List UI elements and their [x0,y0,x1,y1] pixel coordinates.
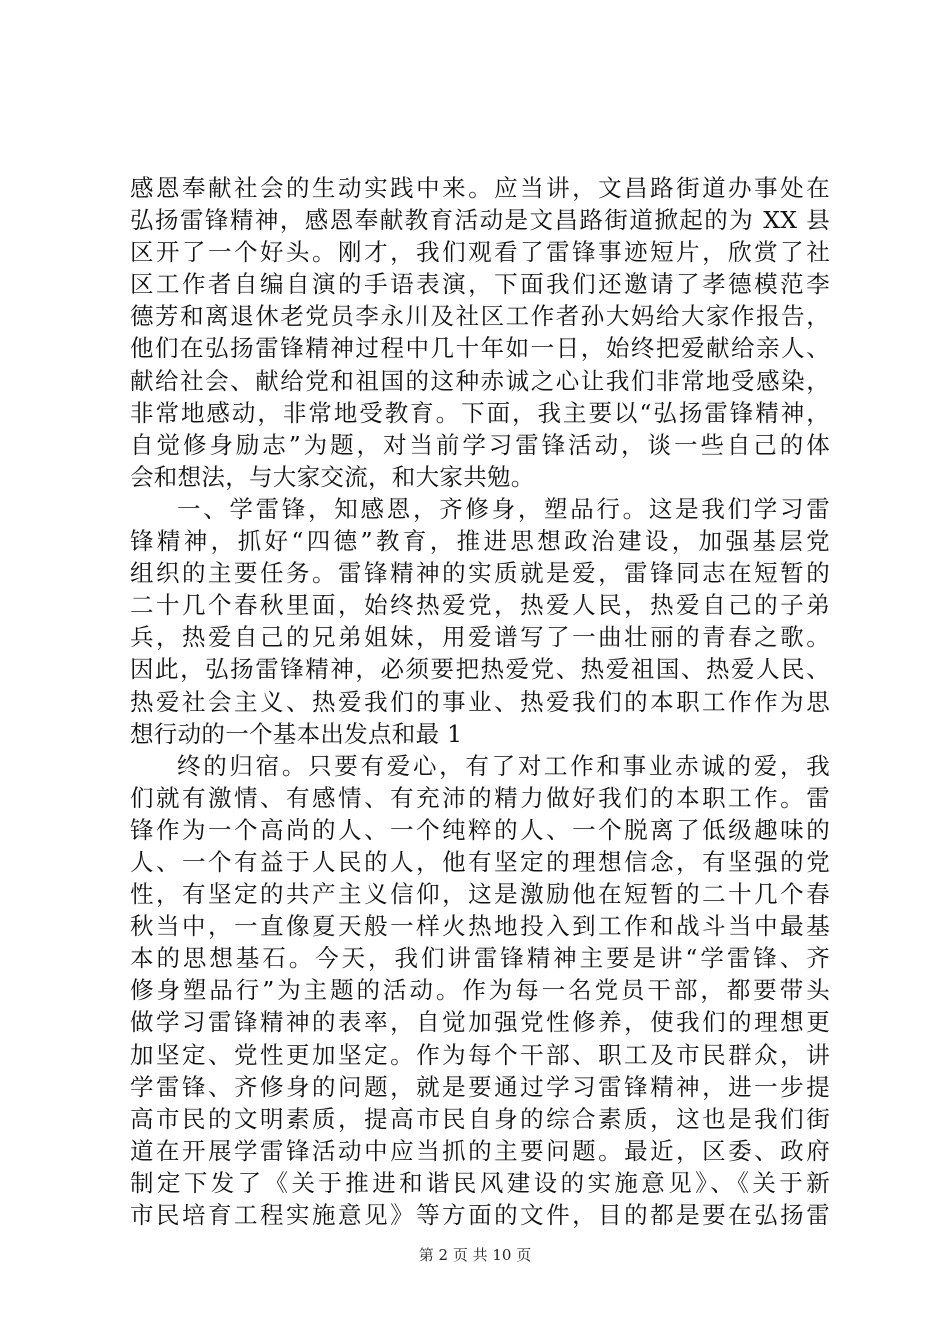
page-number: 第 2 页 共 10 页 [418,1246,532,1264]
text-line: 秋当中，一直像夏天般一样火热地投入到工作和战斗当中最基 [130,912,830,941]
text-line: 本的思想基石。今天，我们讲雷锋精神主要是讲“学雷锋、齐 [130,944,830,973]
text-line: 修身塑品行”为主题的活动。作为每一名党员干部，都要带头 [130,976,830,1005]
text-line: 终的归宿。只要有爱心，有了对工作和事业赤诚的爱，我 [177,751,830,780]
text-line: 一、学雷锋，知感恩，齐修身，塑品行。这是我们学习雷 [177,494,830,523]
text-line: 因此，弘扬雷锋精神，必须要把热爱党、热爱祖国、热爱人民、 [130,655,830,684]
text-line: 锋作为一个高尚的人、一个纯粹的人、一个脱离了低级趣味的 [130,815,830,844]
text-line: 做学习雷锋精神的表率，自觉加强党性修养，使我们的理想更 [130,1008,830,1037]
body-text [130,172,830,1231]
text-line: 组织的主要任务。雷锋精神的实质就是爱，雷锋同志在短暂的 [130,559,830,588]
text-line: 区开了一个好头。刚才，我们观看了雷锋事迹短片，欣赏了社 [130,238,830,267]
text-line: 们就有激情、有感情、有充沛的精力做好我们的本职工作。雷 [130,783,830,812]
text-line: 学雷锋、齐修身的问题，就是要通过学习雷锋精神，进一步提 [130,1072,830,1101]
text-line: 感恩奉献社会的生动实践中来。应当讲，文昌路街道办事处在 [130,174,830,202]
text-line: 献给社会、献给党和祖国的这种赤诚之心让我们非常地受感染， [130,366,830,395]
text-line: 会和想法，与大家交流，和大家共勉。 [130,462,535,491]
text-line: 道在开展学雷锋活动中应当抓的主要问题。最近，区委、政府 [130,1136,830,1165]
text-line: 二十几个春秋里面，始终热爱党，热爱人民，热爱自己的子弟 [130,591,830,620]
text-line: 高市民的文明素质，提高市民自身的综合素质，这也是我们街 [130,1104,830,1133]
text-line: 他们在弘扬雷锋精神过程中几十年如一日，始终把爱献给亲人、 [130,334,830,363]
text-line: 人、一个有益于人民的人，他有坚定的理想信念，有坚强的党 [130,847,830,876]
text-line: 热爱社会主义、热爱我们的事业、热爱我们的本职工作作为思 [130,687,830,716]
text-line: 兵，热爱自己的兄弟姐妹，用爱谱写了一曲壮丽的青春之歌。 [130,623,830,652]
text-line: 德芳和离退休老党员李永川及社区工作者孙大妈给大家作报告， [130,302,830,331]
text-line: 区工作者自编自演的手语表演，下面我们还邀请了孝德模范李 [130,270,830,299]
text-line: 市民培育工程实施意见》等方面的文件，目的都是要在弘扬雷 [130,1201,830,1229]
text-line: 制定下发了《关于推进和谐民风建设的实施意见》、《关于新 [130,1168,830,1197]
text-line: 想行动的一个基本出发点和最 1 [130,719,463,748]
text-line: 锋精神，抓好“四德”教育，推进思想政治建设，加强基层党 [130,527,830,556]
text-line: 加坚定、党性更加坚定。作为每个干部、职工及市民群众，讲 [130,1040,830,1069]
text-line: 非常地感动，非常地受教育。下面，我主要以“弘扬雷锋精神， [130,398,830,427]
text-line: 性，有坚定的共产主义信仰，这是激励他在短暂的二十几个春 [130,880,830,909]
text-line: 弘扬雷锋精神，感恩奉献教育活动是文昌路街道掀起的为 XX 县 [130,206,830,235]
text-line: 自觉修身励志”为题，对当前学习雷锋活动，谈一些自己的体 [130,430,830,459]
